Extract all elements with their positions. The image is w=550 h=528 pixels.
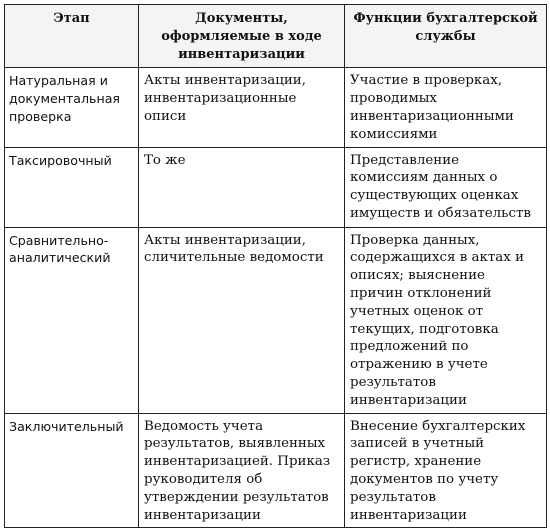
cell-documents: Акты инвентаризации, инвентаризационные описи — [139, 68, 345, 147]
header-functions: Функции бухгалтерской службы — [345, 5, 547, 68]
inventory-stages-table — [4, 4, 547, 528]
header-row — [5, 5, 547, 68]
cell-functions: Проверка данных, содержащихся в актах и описях; выяснение причин отклонений учетных оценок от текущих, подготовка предложений по отражению в учете результатов инвентаризации — [345, 227, 547, 413]
table-row — [5, 68, 547, 147]
header-documents: Документы, оформляемые в ходе инвентаризации — [139, 5, 345, 68]
cell-documents: То же — [139, 147, 345, 227]
header-stage: Этап — [5, 5, 139, 68]
cell-stage: Сравнительно-аналитический — [5, 227, 139, 413]
cell-documents: Акты инвентаризации, сличительные ведомости — [139, 227, 345, 413]
cell-functions: Представление комиссиям данных о существующих оценках имуществ и обязательств — [345, 147, 547, 227]
cell-functions: Внесение бухгалтерских записей в учетный регистр, хранение документов по учету результатов инвентаризации — [345, 413, 547, 528]
cell-functions: Участие в проверках, проводимых инвентаризационными комиссиями — [345, 68, 547, 147]
table-row — [5, 227, 547, 413]
cell-stage: Заключительный — [5, 413, 139, 528]
table-header — [5, 5, 547, 68]
table-body — [5, 68, 547, 528]
cell-stage: Таксировочный — [5, 147, 139, 227]
cell-stage: Натуральная и документальная проверка — [5, 68, 139, 147]
table-row — [5, 147, 547, 227]
inventory-table-container — [4, 4, 546, 528]
table-row — [5, 413, 547, 528]
cell-documents: Ведомость учета результатов, выявленных инвентаризацией. Приказ руководителя об утверждении результатов инвентаризации — [139, 413, 345, 528]
